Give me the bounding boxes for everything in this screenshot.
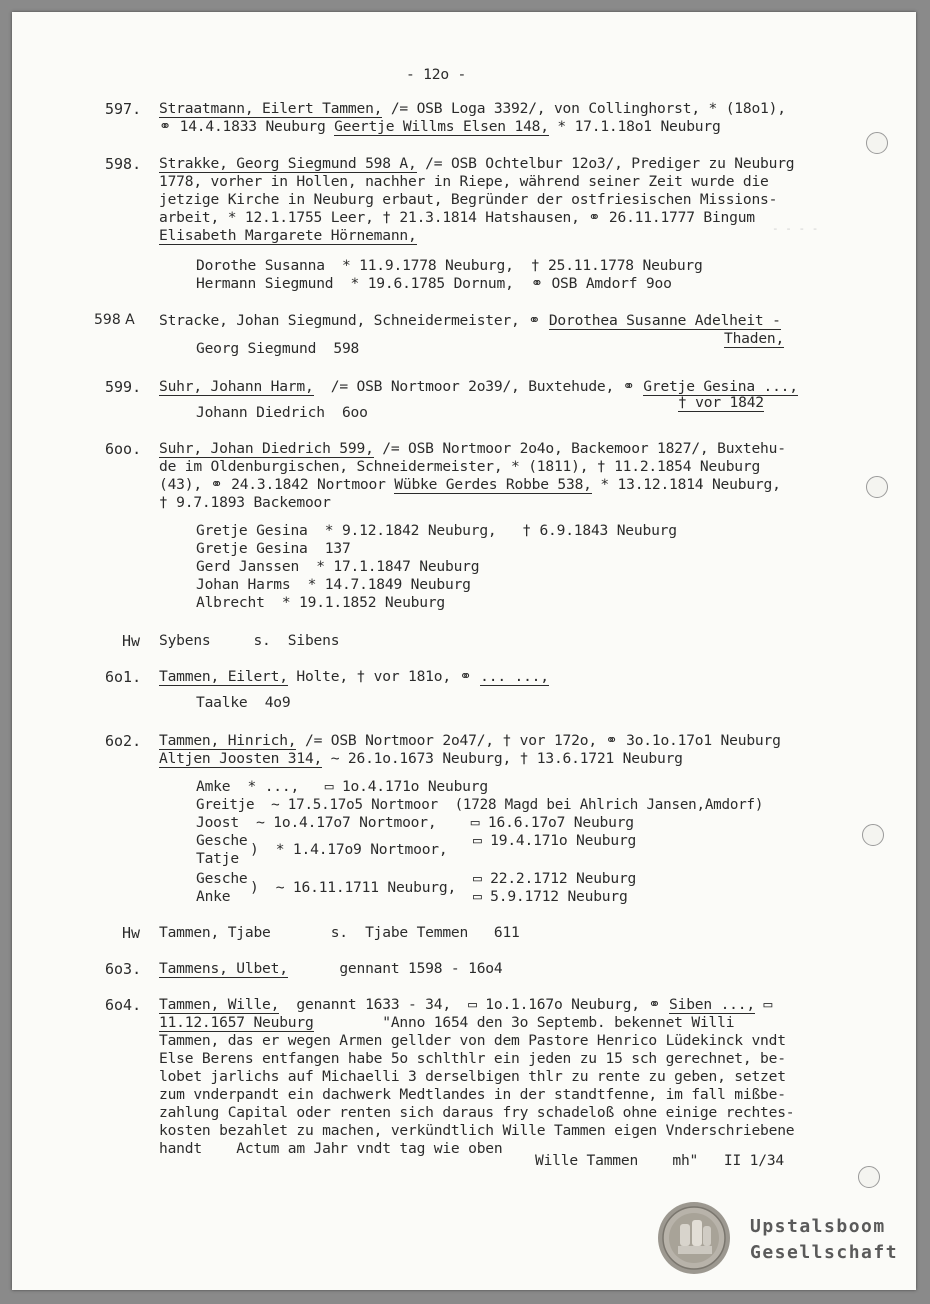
- spouse-name: Elisabeth Margarete Hörnemann,: [159, 227, 417, 244]
- entry-600-line4: † 9.7.1893 Backemoor: [159, 494, 331, 511]
- child-entry: Albrecht * 19.1.1852 Neuburg: [196, 594, 445, 611]
- entry-598a-line1: Stracke, Johan Siegmund, Schneidermeister, ⚭ Dorothea Susanne Adelheit -: [159, 312, 781, 329]
- person-name: Strakke, Georg Siegmund 598 A,: [159, 155, 417, 172]
- person-name: Tammen, Wille,: [159, 996, 280, 1013]
- entry-599-line2: † vor 1842: [678, 394, 764, 411]
- entry-604-line1: Tammen, Wille, genannt 1633 - 34, ▭ 1o.1.167o Neuburg, ⚭ Siben ..., ▭: [159, 996, 773, 1013]
- child-baptism: ) ~ 16.11.1711 Neuburg,: [250, 879, 457, 896]
- entry-598a-line2: Thaden,: [724, 330, 785, 347]
- spouse-name: Siben ...,: [669, 996, 755, 1013]
- person-name: Tammens, Ulbet,: [159, 960, 288, 977]
- entry-600-line1: Suhr, Johan Diedrich 599, /= OSB Nortmoor 2o4o, Backemoor 1827/, Buxtehu-: [159, 440, 786, 457]
- person-name: Suhr, Johann Harm,: [159, 378, 314, 395]
- entry-604-line5: lobet jarlichs auf Michaelli 3 derselbigen thlr zu rente zu geben, setzet: [159, 1068, 786, 1085]
- entry-598-line3: jetzige Kirche in Neuburg erbaut, Begründer der ostfriesischen Missions-: [159, 191, 778, 208]
- entry-number: 598.: [105, 155, 142, 173]
- entry-599-line1: Suhr, Johann Harm, /= OSB Nortmoor 2o39/, Buxtehude, ⚭ Gretje Gesina ...,: [159, 378, 798, 395]
- entry-603-line1: Tammens, Ulbet, gennant 1598 - 16o4: [159, 960, 503, 977]
- entry-number: 597.: [105, 100, 142, 118]
- spouse-name: Dorothea Susanne Adelheit -: [548, 312, 781, 329]
- entry-number: 6o2.: [105, 732, 142, 750]
- seal-logo-icon: [656, 1200, 732, 1276]
- entry-number: 6o4.: [105, 996, 142, 1014]
- page-number: - 12o -: [406, 66, 467, 83]
- entry-number: 598 A: [94, 312, 135, 328]
- child-name: Tatje: [196, 850, 239, 867]
- child-entry: Amke * ..., ▭ 1o.4.171o Neuburg: [196, 778, 488, 795]
- entry-number: 6o3.: [105, 960, 142, 978]
- entry-600-line3: (43), ⚭ 24.3.1842 Nortmoor Wübke Gerdes Robbe 538, * 13.12.1814 Neuburg,: [159, 476, 781, 493]
- entry-598-line1: Strakke, Georg Siegmund 598 A, /= OSB Ochtelbur 12o3/, Prediger zu Neuburg: [159, 155, 795, 172]
- spouse-name: Gretje Gesina ...,: [643, 378, 798, 395]
- entry-602-line1: Tammen, Hinrich, /= OSB Nortmoor 2o47/, † vor 172o, ⚭ 3o.1o.17o1 Neuburg: [159, 732, 781, 749]
- child-baptism: ) * 1.4.17o9 Nortmoor,: [250, 841, 448, 858]
- punch-hole: [858, 1166, 880, 1188]
- spouse-name: Geertje Willms Elsen 148,: [334, 118, 549, 135]
- child-entry: Dorothe Susanna * 11.9.1778 Neuburg, † 25.11.1778 Neuburg: [196, 257, 703, 274]
- cross-reference: Tammen, Tjabe s. Tjabe Temmen 611: [159, 924, 520, 941]
- entry-604-line4: Else Berens entfangen habe 5o schlthlr ein jeden zu 15 sch gerechnet, be-: [159, 1050, 786, 1067]
- entry-number: 599.: [105, 378, 142, 396]
- child-name: Anke: [196, 888, 231, 905]
- punch-hole: [862, 824, 884, 846]
- entry-604-line2: 11.12.1657 Neuburg "Anno 1654 den 3o Septemb. bekennet Willi: [159, 1014, 735, 1031]
- child-entry: Joost ~ 1o.4.17o7 Nortmoor, ▭ 16.6.17o7 Neuburg: [196, 814, 634, 831]
- logo-text-line2: Gesellschaft: [750, 1242, 899, 1263]
- child-entry: Gretje Gesina * 9.12.1842 Neuburg, † 6.9.1843 Neuburg: [196, 522, 677, 539]
- entry-604-line7: zahlung Capital oder renten sich daraus fry schadeloß ohne einige rechtes-: [159, 1104, 795, 1121]
- entry-597-line2: ⚭ 14.4.1833 Neuburg Geertje Willms Elsen 148, * 17.1.18o1 Neuburg: [159, 118, 721, 135]
- person-name: Straatmann, Eilert Tammen,: [159, 100, 383, 117]
- person-name: Tammen, Eilert,: [159, 668, 288, 685]
- spouse-name: Wübke Gerdes Robbe 538,: [394, 476, 592, 493]
- cross-reference-label: Hw: [122, 632, 141, 650]
- child-entry: Taalke 4o9: [196, 694, 291, 711]
- child-entry: Hermann Siegmund * 19.6.1785 Dornum, ⚭ OSB Amdorf 9oo: [196, 275, 672, 292]
- signature-line: Wille Tammen mh" II 1/34: [535, 1152, 784, 1169]
- child-burial: ▭ 19.4.171o Neuburg: [473, 832, 637, 849]
- spouse-name: ... ...,: [480, 668, 549, 685]
- child-burial: ▭ 22.2.1712 Neuburg: [473, 870, 637, 887]
- cross-reference-label: Hw: [122, 924, 141, 942]
- person-name: Suhr, Johan Diedrich 599,: [159, 440, 374, 457]
- punch-hole: [866, 476, 888, 498]
- entry-number: 6oo.: [105, 440, 142, 458]
- entry-598-line5: [159, 227, 417, 245]
- entry-number: 6o1.: [105, 668, 142, 686]
- child-name: Gesche: [196, 832, 248, 849]
- cross-reference: Sybens s. Sibens: [159, 632, 340, 649]
- entry-604-line3: Tammen, das er wegen Armen gellder von dem Pastore Henrico Lüdekinck vndt: [159, 1032, 786, 1049]
- entry-598-line4: arbeit, * 12.1.1755 Leer, † 21.3.1814 Hatshausen, ⚭ 26.11.1777 Bingum: [159, 209, 755, 226]
- child-entry: Georg Siegmund 598: [196, 340, 360, 357]
- entry-604-line9: handt Actum am Jahr vndt tag wie oben: [159, 1140, 503, 1157]
- child-entry: Gerd Janssen * 17.1.1847 Neuburg: [196, 558, 480, 575]
- child-entry: Johan Harms * 14.7.1849 Neuburg: [196, 576, 471, 593]
- punch-hole: [866, 132, 888, 154]
- entry-604-line8: kosten bezahlet zu machen, verkündtlich Wille Tammen eigen Vnderschriebene: [159, 1122, 795, 1139]
- child-name: Gesche: [196, 870, 248, 887]
- child-burial: ▭ 5.9.1712 Neuburg: [473, 888, 628, 905]
- spouse-name: Altjen Joosten 314,: [159, 750, 323, 767]
- entry-600-line2: de im Oldenburgischen, Schneidermeister, * (1811), † 11.2.1854 Neuburg: [159, 458, 761, 475]
- entry-602-line2: Altjen Joosten 314, ~ 26.1o.1673 Neuburg, † 13.6.1721 Neuburg: [159, 750, 683, 767]
- child-entry: Greitje ~ 17.5.17o5 Nortmoor (1728 Magd bei Ahlrich Jansen,Amdorf): [196, 797, 764, 813]
- child-entry: Johann Diedrich 6oo: [196, 404, 368, 421]
- document-page: [12, 12, 916, 1290]
- entry-604-line6: zum vnderpandt ein dachwerk Medtlandes in der standtfenne, im fall mißbe-: [159, 1086, 786, 1103]
- entry-597-line1: Straatmann, Eilert Tammen, /= OSB Loga 3392/, von Collinghorst, * (18o1),: [159, 100, 786, 117]
- bleed-through: - - - -: [772, 222, 819, 235]
- person-name: Tammen, Hinrich,: [159, 732, 297, 749]
- entry-598-line2: 1778, vorher in Hollen, nachher in Riepe, während seiner Zeit wurde die: [159, 173, 769, 190]
- child-entry: Gretje Gesina 137: [196, 540, 351, 557]
- entry-601-line1: Tammen, Eilert, Holte, † vor 181o, ⚭ ... ...,: [159, 668, 549, 685]
- logo-text-line1: Upstalsboom: [750, 1216, 886, 1237]
